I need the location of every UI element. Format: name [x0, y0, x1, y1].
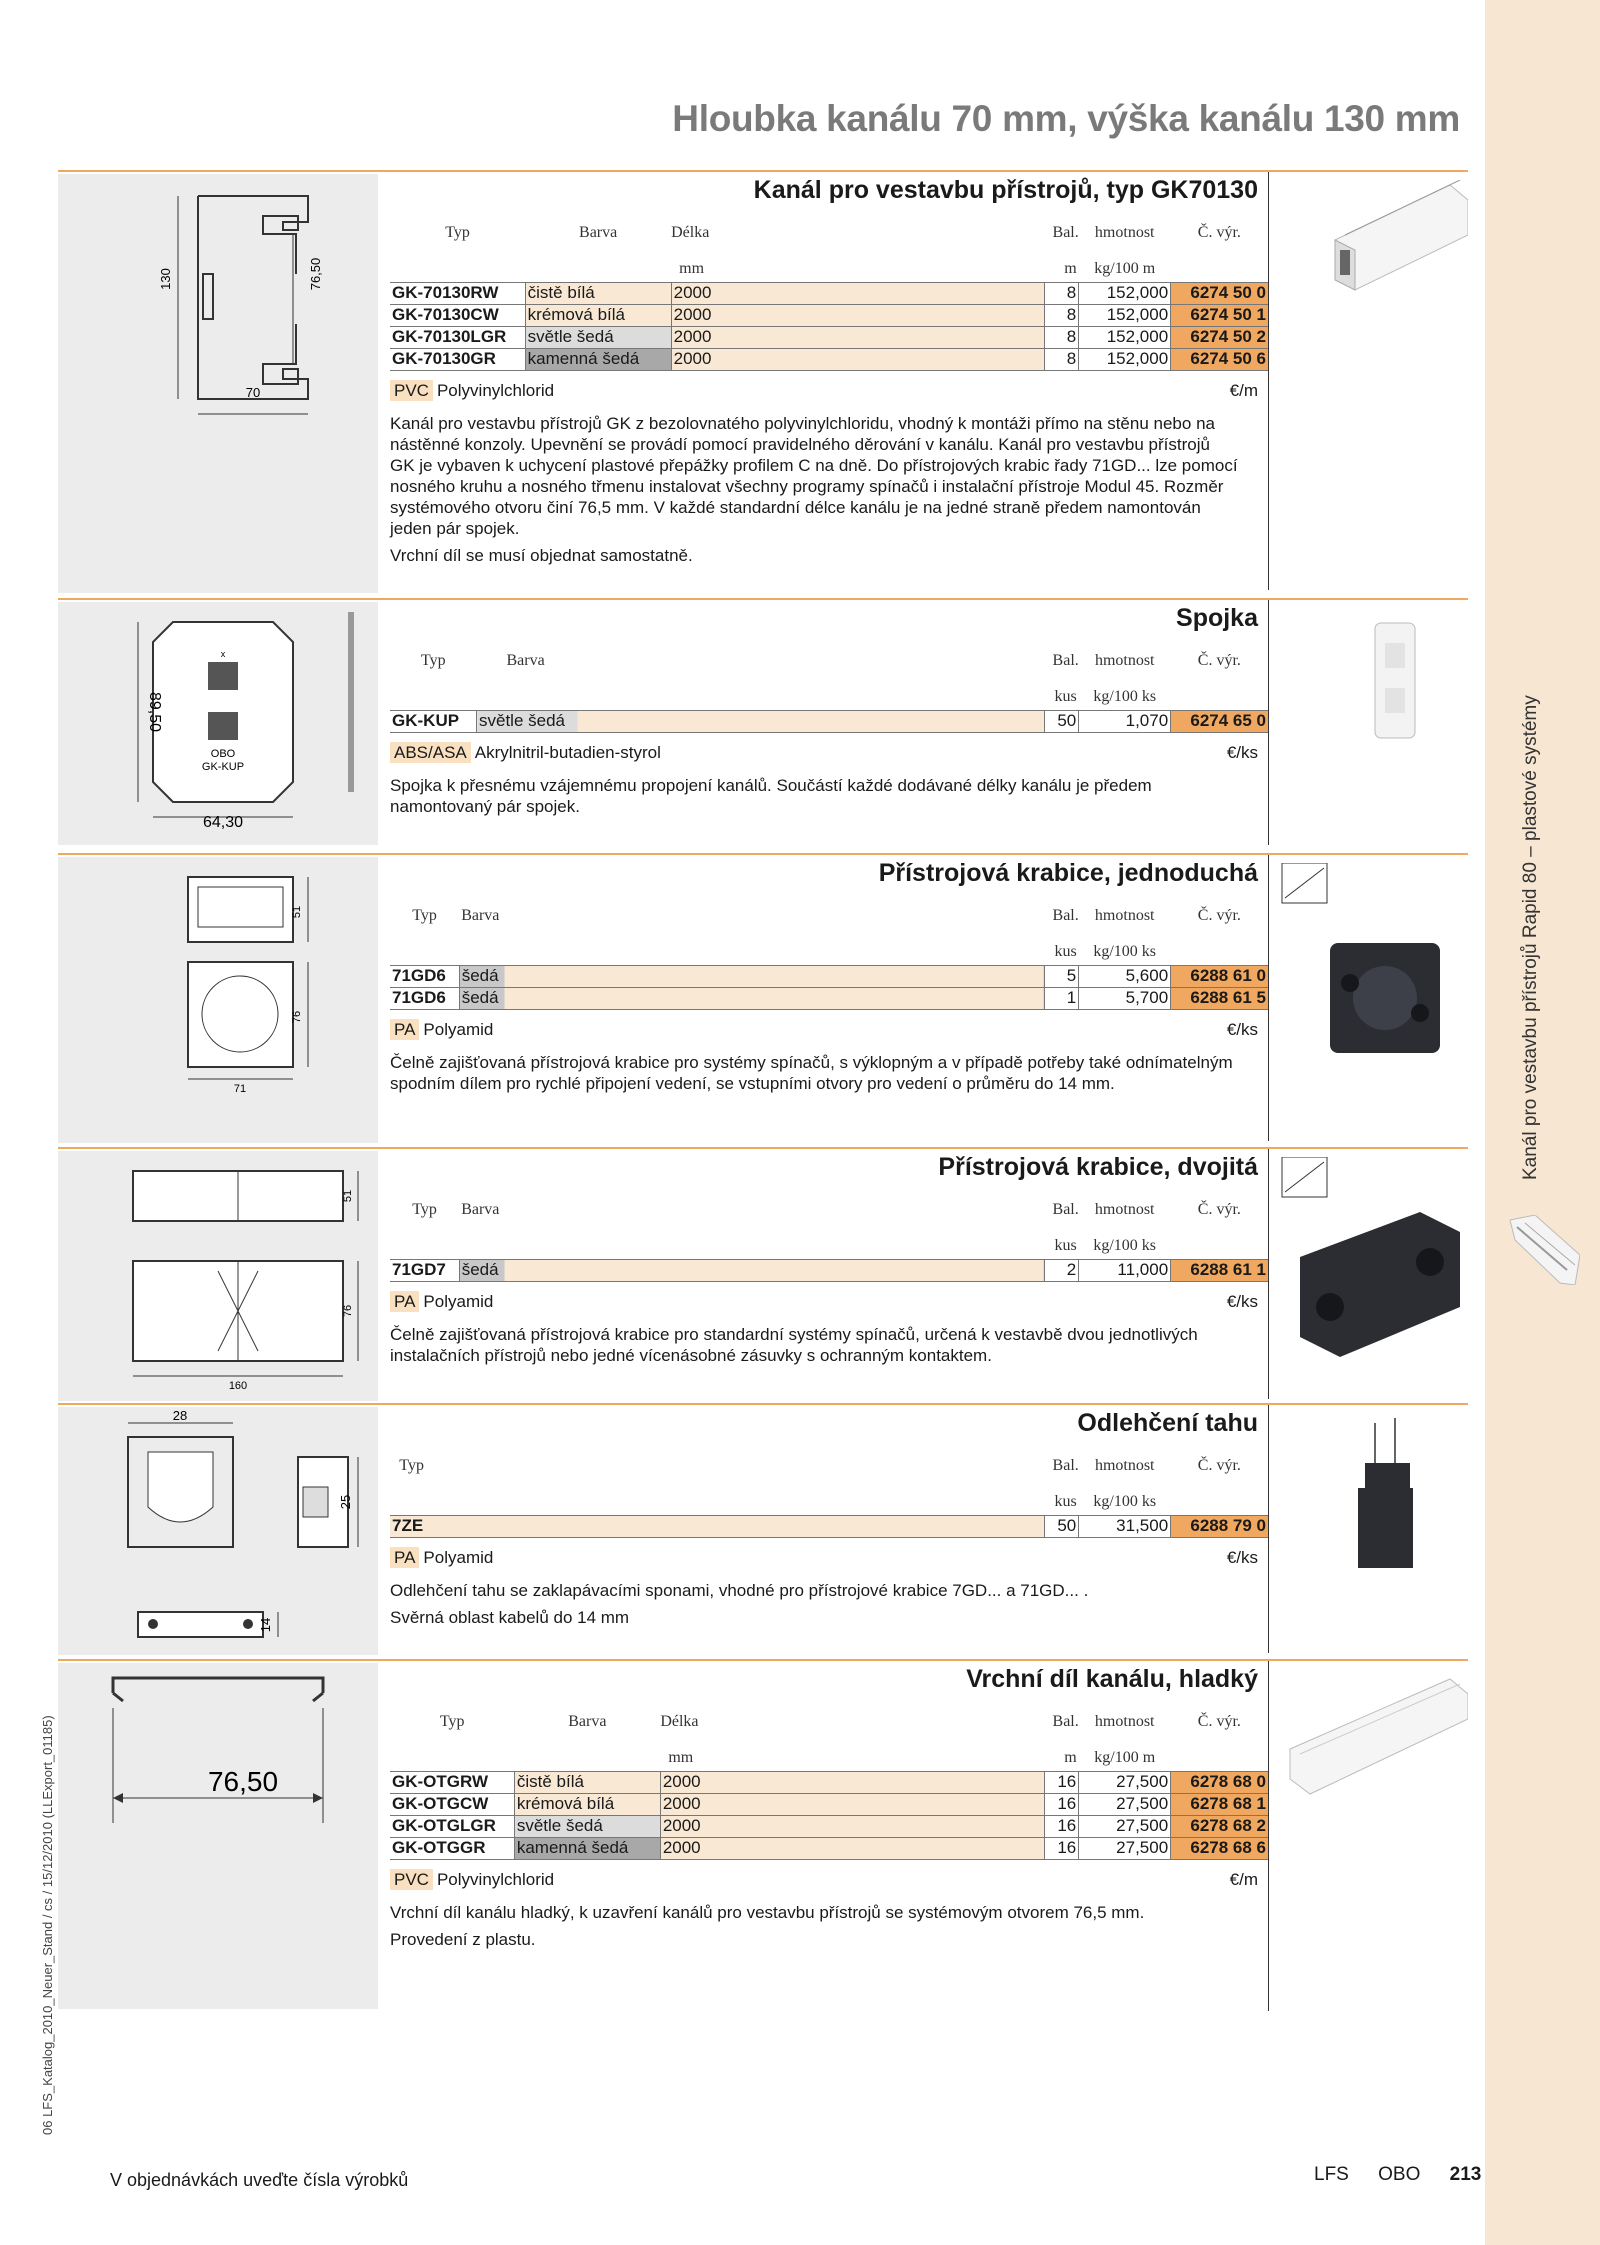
svg-text:130: 130: [158, 268, 173, 290]
material-line: PA Polyamid €/ks: [390, 1292, 1268, 1312]
section-content: [390, 600, 1268, 823]
svg-text:70: 70: [245, 385, 261, 400]
svg-text:76: 76: [342, 1304, 354, 1318]
svg-text:160: 160: [228, 1380, 248, 1392]
photo-box-double: [1280, 1157, 1468, 1367]
section-coupler: [58, 598, 1468, 848]
svg-text:28: 28: [172, 1408, 188, 1423]
drawing-strain-relief: [58, 1407, 378, 1655]
svg-text:76,50: 76,50: [207, 1766, 279, 1797]
product-table: Typ Barva Bal. hmotnost Č. výr. kus kg/100 ks 71GD6 šedá 5 5,600 6288 61 0 71GD6 šedá 1 5,700 6288 61 5: [392, 907, 1266, 1007]
page-number: 213: [1449, 2164, 1482, 2185]
side-label: Kanál pro vestavbu přístrojů Rapid 80 – plastové systémy: [1520, 695, 1541, 1180]
photo-strain-relief: [1280, 1413, 1468, 1583]
description: Vrchní díl kanálu hladký, k uzavření kanálů pro vestavbu přístrojů se systémovým otvorem 76,5 mm. Provedení z plastu.: [390, 1902, 1145, 1949]
svg-text:GK-KUP: GK-KUP: [201, 761, 245, 773]
product-table: Typ Barva Bal. hmotnost Č. výr. kus kg/100 ks 71GD7 šedá 2 11,000 6288 61 1: [392, 1201, 1266, 1279]
footer-brand: [1290, 2164, 1481, 2186]
page-title: Hloubka kanálu 70 mm, výška kanálu 130 mm: [672, 98, 1460, 139]
price-unit: €/ks: [1226, 1291, 1258, 1311]
section-content: [390, 1661, 1268, 1956]
description: Čelně zajišťovaná přístrojová krabice pro systémy spínačů, s výklopným a v případě potřeby také odnímatelným spodním dílem pro rychlé připojení vedení, se vstupními otvory pro vedení o průměru do 14 mm.: [390, 1052, 1233, 1093]
section-title: Přístrojová krabice, jednoduchá: [878, 859, 1258, 887]
section-box-double: [58, 1147, 1468, 1399]
table-row: GK-70130CW krémová bílá 2000 8 152,000 6274 50 1: [392, 305, 1266, 324]
material-line: ABS/ASA Akrylnitril-butadien-styrol €/ks: [390, 743, 1268, 763]
side-strip: [1485, 0, 1600, 2245]
product-table: Typ Barva Délka Bal. hmotnost Č. výr. mm m kg/100 m GK-70130RW čistě bílá 2000 8 152,000 6274 50 0 GK-70130CW krémová bílá 2000 8 152,000 6274 50 1 GK-70130LGR světle šedá 2000 8 152,000 6274 50 2 GK-70130GR kamenná šedá 2000 8 152,000 6274 50 6: [392, 224, 1266, 368]
photo-box-single: [1280, 863, 1468, 1083]
section-content: [390, 855, 1268, 1100]
svg-text:89,50: 89,50: [146, 691, 163, 733]
price-unit: €/m: [1229, 1869, 1258, 1889]
svg-text:51: 51: [342, 1189, 354, 1203]
table-row: GK-OTGGR kamenná šedá 2000 16 27,500 6278 68 6: [392, 1838, 1266, 1857]
material-line: PA Polyamid €/ks: [390, 1548, 1268, 1568]
drawing-box-single: [58, 857, 378, 1143]
table-row: GK-OTGLGR světle šedá 2000 16 27,500 6278 68 2: [392, 1816, 1266, 1835]
section-content: [390, 172, 1268, 572]
table-row: GK-KUP světle šedá 50 1,070 6274 65 0: [392, 711, 1266, 730]
photo-cover: [1280, 1669, 1468, 1809]
svg-text:25: 25: [338, 1494, 353, 1510]
section-box-single: [58, 853, 1468, 1143]
table-row: GK-70130GR kamenná šedá 2000 8 152,000 6274 50 6: [392, 349, 1266, 368]
table-row: GK-70130LGR světle šedá 2000 8 152,000 6274 50 2: [392, 327, 1266, 346]
svg-text:64,30: 64,30: [202, 814, 244, 831]
table-row: GK-OTGCW krémová bílá 2000 16 27,500 6278 68 1: [392, 1794, 1266, 1813]
drawing-box-double: [58, 1151, 378, 1401]
price-unit: €/ks: [1226, 742, 1258, 762]
description: Spojka k přesnému vzájemnému propojení kanálů. Součástí každé dodávané délky kanálu je předem namontovaný pár spojek.: [390, 775, 1152, 816]
price-unit: €/ks: [1226, 1019, 1258, 1039]
section-title: Kanál pro vestavbu přístrojů, typ GK70130: [753, 176, 1258, 204]
table-row: 71GD6 šedá 1 5,700 6288 61 5: [392, 988, 1266, 1007]
price-unit: €/ks: [1226, 1547, 1258, 1567]
material-line: PA Polyamid €/ks: [390, 1020, 1268, 1040]
side-channel-thumbnail: [1505, 1215, 1580, 1285]
section-strain-relief: [58, 1403, 1468, 1655]
description: Čelně zajišťovaná přístrojová krabice pro standardní systémy spínačů, určená k vestavbě dvou jednotlivých instalačních přístrojů nebo jedné vícenásobné zásuvky s ochranným kontaktem.: [390, 1324, 1198, 1365]
section-content: [390, 1405, 1268, 1634]
section-content: [390, 1149, 1268, 1372]
section-title: Přístrojová krabice, dvojitá: [938, 1153, 1258, 1181]
description: Kanál pro vestavbu přístrojů GK z bezolovnatého polyvinylchloridu, vhodný k montáži přímo na stěnu nebo na nástěnné konzoly. Upevnění se provádí pomocí pravidelného děrování v kanálu. Kanál pro vestavbu přístrojů GK je vybaven k uchycení plastové přepážky profilem C na dně. Do přístrojových krabic řady 71GD... lze pomocí nosného kruhu a nosného třmenu instalovat všechny programy spínačů i instalační přístroje Modul 45. Rozměr systémového otvoru činí 76,5 mm. V každé standardní délce kanálu je na jedné straně předem namontován jeden pár spojek. Vrchní díl se musí objednat samostatně.: [390, 413, 1238, 565]
footer-lfs: LFS: [1314, 2164, 1349, 2185]
photo-channel: [1280, 180, 1468, 300]
description: Odlehčení tahu se zaklapávacími sponami, vhodné pro přístrojové krabice 7GD... a 71GD... . Svěrná oblast kabelů do 14 mm: [390, 1580, 1089, 1627]
svg-text:76: 76: [291, 1010, 303, 1024]
product-table: Typ Bal. hmotnost Č. výr. kus kg/100 ks 7ZE 50 31,500 6288 79 0: [392, 1457, 1266, 1535]
material-line: PVC Polyvinylchlorid €/m: [390, 381, 1268, 401]
print-meta: 06 LFS_Katalog_2010_Neuer_Stand / cs / 15/12/2010 (LLExport_01185): [40, 1715, 55, 2135]
svg-text:76,50: 76,50: [308, 257, 323, 291]
table-row: 7ZE 50 31,500 6288 79 0: [392, 1516, 1266, 1535]
section-cover: [58, 1659, 1468, 2009]
photo-coupler: [1280, 608, 1468, 748]
table-row: GK-OTGRW čistě bílá 2000 16 27,500 6278 68 0: [392, 1772, 1266, 1791]
footer-obo: OBO: [1378, 2164, 1421, 2185]
table-row: 71GD6 šedá 5 5,600 6288 61 0: [392, 966, 1266, 985]
product-table: Typ Barva Délka Bal. hmotnost Č. výr. mm m kg/100 m GK-OTGRW čistě bílá 2000 16 27,500 6278 68 0 GK-OTGCW krémová bílá 2000 16 27,500 6278 68 1 GK-OTGLGR světle šedá 2000 16 27,500 6278 68 2 GK-OTGGR kamenná šedá 2000 16 27,500 6278 68 6: [392, 1713, 1266, 1857]
section-channel-gk70130: [58, 170, 1468, 593]
drawing-cover-profile: [58, 1663, 378, 2009]
svg-text:14: 14: [258, 1617, 273, 1633]
svg-text:71: 71: [233, 1083, 247, 1095]
drawing-channel-profile: [58, 174, 378, 593]
section-title: Spojka: [1176, 604, 1258, 632]
table-row: GK-70130RW čistě bílá 2000 8 152,000 6274 50 0: [392, 283, 1266, 302]
section-title: Odlehčení tahu: [1077, 1409, 1258, 1437]
table-row: 71GD7 šedá 2 11,000 6288 61 1: [392, 1260, 1266, 1279]
section-title: Vrchní díl kanálu, hladký: [966, 1665, 1258, 1693]
drawing-coupler: [58, 602, 378, 845]
svg-text:OBO: OBO: [210, 748, 236, 760]
svg-text:51: 51: [291, 905, 303, 919]
svg-text:x: x: [220, 649, 226, 659]
footer-note: V objednávkách uveďte čísla výrobků: [110, 2170, 409, 2190]
material-line: PVC Polyvinylchlorid €/m: [390, 1870, 1268, 1890]
product-table: Typ Barva Bal. hmotnost Č. výr. kus kg/100 ks GK-KUP světle šedá 50 1,070 6274 65 0: [392, 652, 1266, 730]
price-unit: €/m: [1229, 380, 1258, 400]
